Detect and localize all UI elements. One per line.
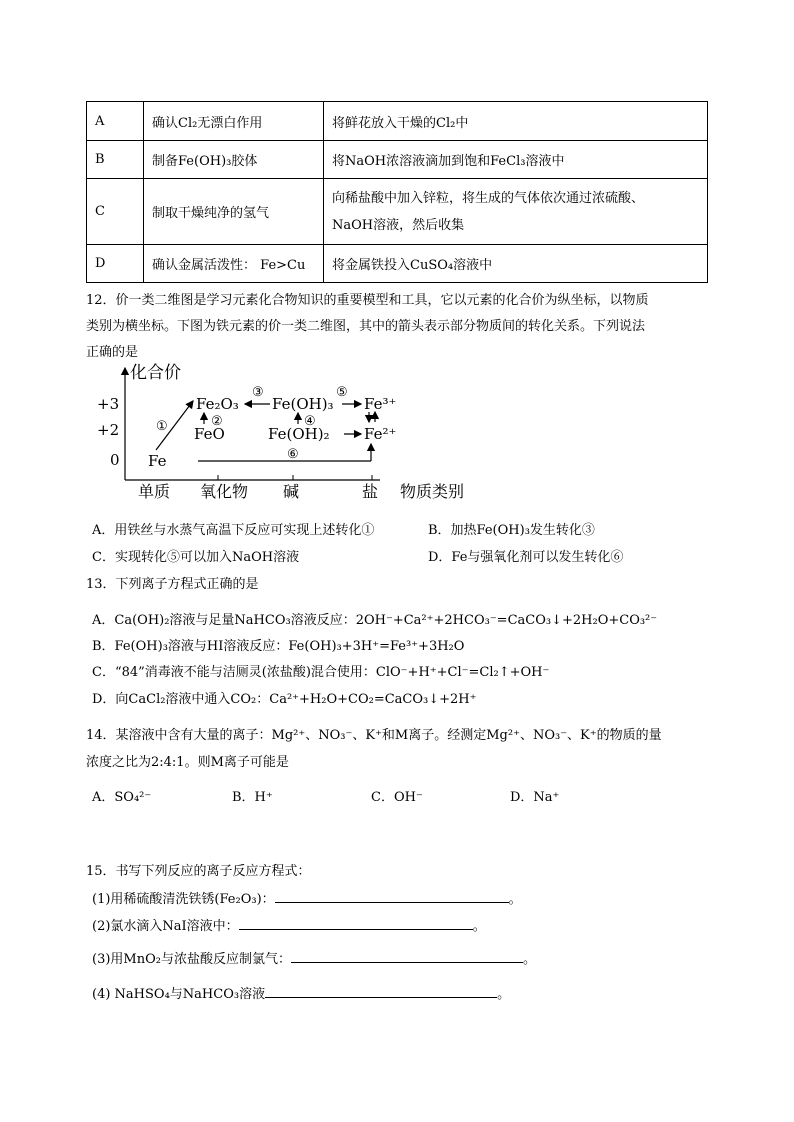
q12-option-b: B．加热Fe(OH)₃发生转化③ (428, 523, 595, 538)
q12-line: 12．价一类二维图是学习元素化合物知识的重要模型和工具，它以元素的化合价为纵坐标，以物质 (86, 293, 649, 308)
q15-stem: 15．书写下列反应的离子反应方程式： (86, 864, 311, 879)
table-cell-option: D (87, 245, 144, 283)
species-fe3: Fe³⁺ (364, 395, 397, 413)
table-cell-method: 将金属铁投入CuSO₄溶液中 (324, 245, 708, 283)
period: 。 (472, 919, 486, 934)
arrow-label-4: ④ (304, 414, 316, 429)
table-cell-purpose: 制取干燥纯净的氢气 (144, 179, 324, 245)
q12-line: 类别为横坐标。下图为铁元素的价一类二维图，其中的箭头表示部分物质间的转化关系。下列说法 (86, 319, 646, 334)
method-line: NaOH溶液，然后收集 (332, 217, 465, 233)
species-feoh2: Fe(OH)₂ (268, 425, 330, 443)
table-cell-method: 将鲜花放入干燥的Cl₂中 (324, 102, 708, 141)
species-feo: FeO (194, 425, 225, 443)
q14-line: 14．某溶液中含有大量的离子：Mg²⁺、NO₃⁻、K⁺和M离子。经测定Mg²⁺、NO₃⁻、K⁺的物质的量 (86, 728, 662, 743)
q14-option-b: B．H⁺ (232, 790, 273, 805)
q14-option-a: A．SO₄²⁻ (92, 790, 152, 805)
q12-line: 正确的是 (86, 345, 139, 360)
q15-part-1 (92, 888, 522, 907)
arrow-label-5: ⑤ (336, 385, 348, 400)
table-cell-purpose: 确认金属活泼性： Fe>Cu (144, 245, 324, 283)
species-feoh3: Fe(OH)₃ (272, 395, 334, 413)
period: 。 (522, 952, 536, 967)
q15-part-4 (92, 983, 510, 1002)
species-fe2: Fe²⁺ (364, 425, 397, 443)
species-fe: Fe (148, 452, 167, 470)
arrow-label-2: ② (211, 414, 223, 429)
x-category-label: 单质 (138, 482, 171, 501)
x-axis-title: 物质类别 (400, 482, 465, 501)
x-category-label: 碱 (283, 482, 300, 501)
table-cell-option: B (87, 141, 144, 179)
period: 。 (508, 892, 522, 907)
q12-option-c: C．实现转化⑤可以加入NaOH溶液 (92, 550, 300, 565)
y-tick-label: +3 (97, 395, 120, 413)
y-tick-label: +2 (97, 421, 120, 439)
q13-option-b: B．Fe(OH)₃溶液与HI溶液反应：Fe(OH)₃+3H⁺=Fe³⁺+3H₂O (92, 639, 465, 654)
arrow-label-6: ⑥ (287, 447, 299, 462)
table-cell-purpose: 制备Fe(OH)₃胶体 (144, 141, 324, 179)
q13-option-a: A．Ca(OH)₂溶液与足量NaHCO₃溶液反应：2OH⁻+Ca²⁺+2HCO₃⁻=CaCO₃↓+2H₂O+CO₃²⁻ (92, 613, 658, 628)
table-cell-method (324, 179, 708, 245)
q13-option-c: C．“84”消毒液不能与洁厕灵(浓盐酸)混合使用：ClO⁻+H⁺+Cl⁻=Cl₂↑+OH⁻ (92, 665, 550, 680)
arrow-label-1: ① (156, 419, 168, 434)
table-row (87, 245, 708, 283)
table-cell-method: 将NaOH浓溶液滴加到饱和FeCl₃溶液中 (324, 141, 708, 179)
q14-option-d: D．Na⁺ (510, 790, 560, 805)
answer-blank[interactable] (265, 985, 497, 998)
q15-part-2 (92, 915, 486, 934)
table-row (87, 102, 708, 141)
q14-line: 浓度之比为2:4:1。则M离子可能是 (86, 755, 289, 770)
answer-blank[interactable] (291, 950, 523, 963)
q12-option-d: D．Fe与强氧化剂可以发生转化⑥ (428, 550, 624, 565)
iron-valence-diagram (80, 362, 500, 502)
q13-option-d: D．向CaCl₂溶液中通入CO₂：Ca²⁺+H₂O+CO₂=CaCO₃↓+2H⁺ (92, 692, 477, 707)
q15-part-2-text: (2)氯水滴入NaI溶液中： (92, 919, 239, 934)
answer-blank[interactable] (239, 917, 473, 930)
arrow-label-3: ③ (252, 385, 264, 400)
answer-blank[interactable] (275, 890, 509, 903)
y-tick-label: 0 (110, 451, 120, 469)
q12-option-a: A．用铁丝与水蒸气高温下反应可实现上述转化① (92, 523, 375, 538)
table-row (87, 141, 708, 179)
x-category-label: 盐 (362, 482, 379, 501)
q15-part-1-text: (1)用稀硫酸清洗铁锈(Fe₂O₃)： (92, 892, 275, 907)
q15-part-4-text: (4) NaHSO₄与NaHCO₃溶液 (92, 987, 266, 1002)
table-cell-purpose: 确认Cl₂无漂白作用 (144, 102, 324, 141)
q15-part-3 (92, 948, 536, 967)
table-row (87, 179, 708, 245)
experiment-table (86, 101, 708, 283)
table-cell-option: A (87, 102, 144, 141)
q14-option-c: C．OH⁻ (371, 790, 423, 805)
period: 。 (497, 987, 511, 1002)
x-category-label: 氧化物 (200, 482, 249, 501)
q15-part-3-text: (3)用MnO₂与浓盐酸反应制氯气： (92, 952, 291, 967)
species-fe2o3: Fe₂O₃ (196, 395, 239, 413)
method-line: 向稀盐酸中加入锌粒，将生成的气体依次通过浓硫酸、 (332, 190, 645, 206)
q13-stem: 13．下列离子方程式正确的是 (86, 577, 259, 592)
table-cell-option: C (87, 179, 144, 245)
y-axis-title: 化合价 (130, 363, 181, 383)
